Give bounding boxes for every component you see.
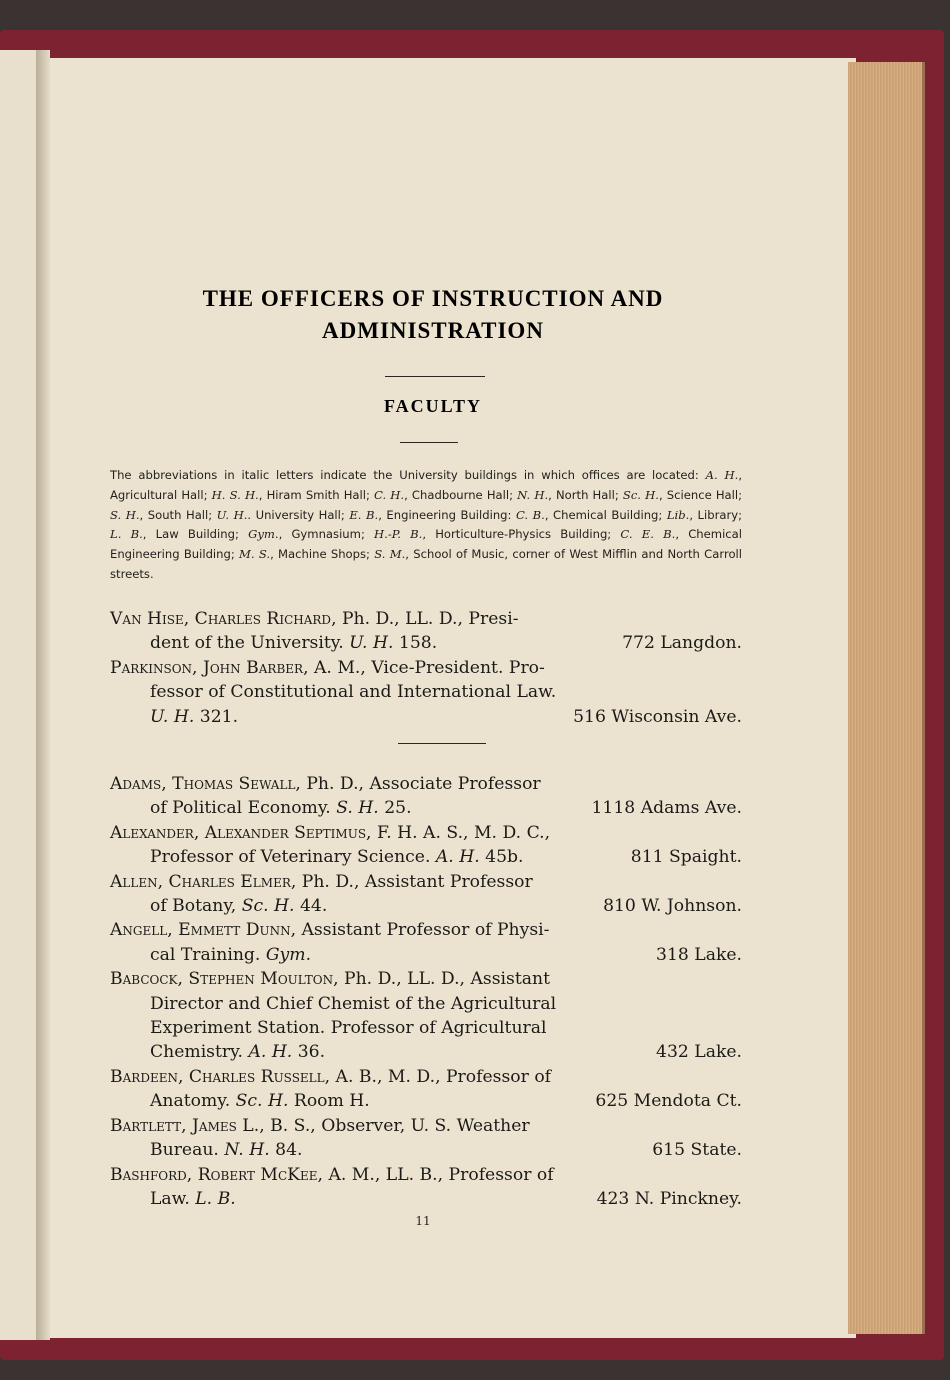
entry-name: Allen, Charles Elmer bbox=[110, 871, 291, 892]
entry-address: 810 W. Johnson. bbox=[603, 896, 742, 917]
abbreviation-text: , School of Music, corner of West Mifflin and North Carroll streets. bbox=[110, 547, 742, 581]
building-abbreviation: H.-P. B. bbox=[374, 527, 423, 542]
building-abbreviation: C. H. bbox=[374, 487, 405, 502]
page-title bbox=[58, 283, 808, 347]
entry-name: Alexander, Alexander Septimus bbox=[110, 822, 367, 843]
entry-continuation: Experiment Station. Professor of Agricultural bbox=[150, 1018, 547, 1039]
faculty-entry bbox=[110, 1065, 742, 1114]
faculty-entry bbox=[110, 1114, 742, 1163]
entry-office: A. H. bbox=[435, 847, 480, 868]
abbreviation-text: , Engineering Building: bbox=[378, 507, 516, 522]
entry-title-end: Law. bbox=[150, 1188, 196, 1209]
entry-name: Parkinson, John Barber bbox=[110, 657, 304, 678]
entry-last-line bbox=[110, 796, 742, 820]
abbreviation-text: , South Hall; bbox=[139, 507, 217, 522]
section-rule bbox=[400, 442, 458, 443]
entry-head-line bbox=[110, 870, 742, 894]
building-abbreviation: H. S. H. bbox=[211, 487, 259, 502]
entry-name: Bardeen, Charles Russell bbox=[110, 1066, 325, 1087]
entry-degrees: , Ph. D., Assistant Professor bbox=[290, 871, 533, 892]
entry-degrees: , Ph. D., LL. D., Assistant bbox=[333, 969, 550, 990]
entry-title-end: cal Training. bbox=[150, 944, 266, 965]
entry-office: Gym. bbox=[265, 944, 312, 965]
entry-head-line bbox=[110, 1065, 742, 1089]
entry-head-line bbox=[110, 967, 742, 991]
abbreviation-text: , Science Hall; bbox=[658, 487, 743, 502]
section-heading: FACULTY bbox=[383, 396, 482, 416]
entry-room: 84. bbox=[269, 1140, 303, 1161]
abbreviation-text: The abbreviations in italic letters indicate the University buildings in which offices are located: bbox=[110, 468, 706, 482]
entry-degrees: , Ph. D., LL. D., Presi- bbox=[331, 609, 519, 629]
faculty-entry bbox=[110, 772, 742, 821]
entry-address: 772 Langdon. bbox=[622, 633, 742, 654]
building-abbreviation: L. B. bbox=[110, 527, 143, 542]
entry-address: 625 Mendota Ct. bbox=[595, 1091, 742, 1112]
entry-office-part bbox=[150, 1138, 302, 1162]
entry-name: Adams, Thomas Sewall bbox=[110, 774, 296, 794]
entry-office-part bbox=[150, 796, 412, 820]
entry-title-end: of Political Economy. bbox=[150, 798, 337, 819]
faculty-entry bbox=[110, 870, 742, 919]
building-abbreviation: Gym. bbox=[248, 527, 279, 542]
building-abbreviation: N. H. bbox=[517, 487, 549, 502]
list-separator-rule bbox=[398, 743, 486, 744]
title-line-1: THE OFFICERS OF INSTRUCTION AND bbox=[202, 286, 664, 311]
building-abbreviation: A. H. bbox=[705, 468, 739, 482]
building-abbreviation: S. H. bbox=[110, 507, 140, 522]
entry-office: Sc. H. bbox=[235, 1091, 289, 1112]
entry-head-line bbox=[110, 607, 742, 631]
building-abbreviation: Sc. H. bbox=[622, 487, 659, 502]
abbreviation-text: , Horticulture-Physics Building; bbox=[422, 527, 621, 542]
abbreviation-text: , Hiram Smith Hall; bbox=[258, 487, 375, 502]
entry-office: S. H. bbox=[336, 798, 379, 819]
building-abbreviation: C. E. B. bbox=[620, 527, 676, 542]
entry-address: 423 N. Pinckney. bbox=[596, 1188, 742, 1209]
building-abbreviation: C. B. bbox=[515, 507, 545, 522]
building-abbreviation: S. M. bbox=[374, 547, 406, 562]
entry-last-line bbox=[110, 845, 742, 869]
entry-name: Bartlett, James L. bbox=[110, 1115, 260, 1136]
entry-office-part bbox=[150, 1187, 236, 1211]
entry-office: A. H. bbox=[248, 1042, 293, 1063]
entry-address: 432 Lake. bbox=[656, 1042, 742, 1063]
entry-head-line bbox=[110, 918, 742, 942]
abbreviation-text: , North Hall; bbox=[548, 487, 623, 502]
entry-title-end: dent of the University. bbox=[150, 633, 350, 654]
entry-address: 811 Spaight. bbox=[630, 847, 742, 868]
faculty-entry bbox=[110, 821, 742, 870]
entry-continuation: fessor of Constitutional and International Law. bbox=[150, 682, 557, 703]
entry-office-part bbox=[150, 705, 238, 729]
entry-office: U. H. bbox=[150, 706, 195, 727]
entry-office: N. H. bbox=[224, 1140, 270, 1161]
title-line-2: ADMINISTRATION bbox=[322, 318, 544, 343]
entry-office: U. H. bbox=[349, 633, 394, 654]
abbreviation-text: . University Hall; bbox=[247, 507, 350, 522]
entry-title-end: Anatomy. bbox=[150, 1091, 236, 1112]
abbreviation-text: , Law Building; bbox=[142, 527, 249, 542]
entry-room: 45b. bbox=[479, 847, 524, 868]
entry-name: Bashford, Robert McKee bbox=[110, 1164, 318, 1185]
entry-degrees: , A. B., M. D., Professor of bbox=[324, 1066, 552, 1087]
entry-last-line bbox=[110, 1187, 742, 1211]
entry-head-line bbox=[110, 1163, 742, 1187]
entry-room: 158. bbox=[393, 633, 438, 654]
entry-head-line bbox=[110, 1114, 742, 1138]
entry-address: 615 State. bbox=[652, 1140, 742, 1161]
entry-office-part bbox=[150, 894, 327, 918]
entry-office: L. B. bbox=[195, 1188, 236, 1209]
abbreviation-text: , Agricultural Hall; bbox=[110, 468, 742, 502]
entry-office-part bbox=[150, 631, 437, 655]
entry-degrees: , A. M., LL. B., Professor of bbox=[317, 1164, 554, 1185]
entry-title-end: of Botany, bbox=[150, 896, 242, 917]
entry-address: 516 Wisconsin Ave. bbox=[573, 706, 742, 727]
entry-name: Van Hise, Charles Richard bbox=[110, 609, 332, 629]
entry-head-line bbox=[110, 821, 742, 845]
abbreviations-note bbox=[110, 466, 742, 585]
entry-degrees: , A. M., Vice-President. Pro- bbox=[303, 657, 545, 678]
entry-title-end: Bureau. bbox=[150, 1140, 225, 1161]
entry-head-line bbox=[110, 656, 742, 680]
abbreviation-text: , Gymnasium; bbox=[278, 527, 375, 542]
entry-last-line bbox=[110, 631, 742, 655]
entry-room: 321. bbox=[194, 706, 239, 727]
page-edges bbox=[848, 62, 925, 1334]
abbreviation-text: , Library; bbox=[689, 507, 742, 522]
entry-title-end: Chemistry. bbox=[150, 1042, 249, 1063]
faculty-list bbox=[110, 772, 742, 1211]
faculty-entry bbox=[110, 918, 742, 967]
entry-last-line bbox=[110, 1089, 742, 1113]
entry-degrees: , Ph. D., Associate Professor bbox=[295, 774, 541, 794]
faculty-entry bbox=[110, 967, 742, 1065]
faculty-entry bbox=[110, 656, 742, 729]
building-abbreviation: U. H. bbox=[216, 507, 248, 522]
entry-head-line bbox=[110, 772, 742, 796]
spine-shadow bbox=[36, 50, 50, 1340]
title-rule bbox=[385, 376, 485, 377]
faculty-entry bbox=[110, 1163, 742, 1212]
entry-address: 1118 Adams Ave. bbox=[591, 798, 742, 819]
abbreviation-text: , Chadbourne Hall; bbox=[404, 487, 518, 502]
entry-office-part bbox=[150, 1089, 370, 1113]
entry-address: 318 Lake. bbox=[656, 944, 742, 965]
entry-room: 25. bbox=[378, 798, 412, 819]
entry-room: 36. bbox=[292, 1042, 326, 1063]
entry-degrees: , B. S., Observer, U. S. Weather bbox=[259, 1115, 530, 1136]
abbreviation-text: , Chemical Building; bbox=[544, 507, 667, 522]
entry-last-line bbox=[110, 1138, 742, 1162]
page-number: 11 bbox=[415, 1214, 431, 1228]
entry-office: Sc. H. bbox=[241, 896, 295, 917]
entry-last-line bbox=[110, 1040, 742, 1064]
faculty-entry bbox=[110, 607, 742, 656]
building-abbreviation: Lib. bbox=[666, 507, 690, 522]
entry-name: Babcock, Stephen Moulton bbox=[110, 969, 334, 990]
entry-degrees: , Assistant Professor of Physi- bbox=[290, 920, 550, 941]
entry-degrees: , F. H. A. S., M. D. C., bbox=[366, 822, 551, 843]
entry-name: Angell, Emmett Dunn bbox=[110, 920, 291, 941]
entry-continuation: Director and Chief Chemist of the Agricultural bbox=[150, 993, 557, 1014]
entry-office-part bbox=[150, 943, 311, 967]
entry-room: Room H. bbox=[288, 1091, 370, 1112]
entry-last-line bbox=[110, 894, 742, 918]
building-abbreviation: M. S. bbox=[239, 547, 271, 562]
entry-office-part bbox=[150, 1040, 325, 1064]
abbreviation-text: , Machine Shops; bbox=[270, 547, 375, 562]
entry-last-line bbox=[110, 705, 742, 729]
entry-title-end: Professor of Veterinary Science. bbox=[150, 847, 436, 868]
abbreviation-text: , Chemical Engineering Building; bbox=[110, 527, 742, 562]
entry-office-part bbox=[150, 845, 523, 869]
officers-list bbox=[110, 607, 742, 729]
building-abbreviation: E. B. bbox=[349, 507, 379, 522]
entry-room: 44. bbox=[294, 896, 328, 917]
entry-last-line bbox=[110, 943, 742, 967]
